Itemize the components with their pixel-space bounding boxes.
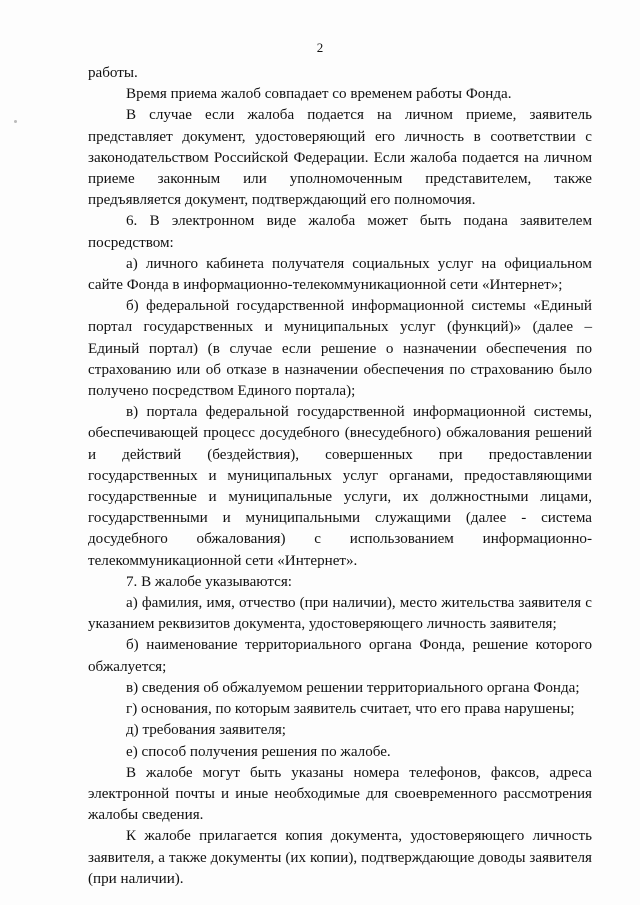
paragraph: б) федеральной государственной информационной системы «Единый портал государственных и муниципальных услуг (функций)» (далее – Единый портал) (в случае если решение о назначении обеспечения по страхованию или об отказе в назначении обеспечения по страхованию было получено посредством Единого портала); (88, 298, 592, 400)
paragraph: 6. В электронном виде жалоба может быть подана заявителем посредством: (88, 213, 592, 251)
paragraph: а) фамилия, имя, отчество (при наличии), место жительства заявителя с указанием реквизитов документа, удостоверяющего личность заявителя; (88, 595, 592, 633)
document-body (88, 63, 592, 890)
paragraph: работы. (88, 65, 138, 81)
paragraph: К жалобе прилагается копия документа, удостоверяющего личность заявителя, а также документы (их копии), подтверждающие доводы заявителя (при наличии). (88, 828, 592, 887)
paragraph: В случае если жалоба подается на личном приеме, заявитель представляет документ, удостоверяющий его личность в соответствии с законодательством Российской Федерации. Если жалоба подается на личном приеме законным или уполномоченным представителем, также предъявляется документ, подтверждающий его полномочия. (88, 107, 592, 209)
page-number: 2 (316, 40, 324, 55)
paragraph: е) способ получения решения по жалобе. (126, 743, 391, 760)
paragraph: 7. В жалобе указываются: (126, 573, 293, 590)
paragraph: б) наименование территориального органа Фонда, решение которого обжалуется; (88, 637, 592, 675)
paragraph: в) портала федеральной государственной информационной системы, обеспечивающей процесс досудебного (внесудебного) обжалования решений и действий (бездействия), совершенных при предоставлении государственных и муниципальных услуг органами, предоставляющими государственные и муниципальные услуги, их должностными лицами, государственными и муниципальными служащими (далее - система досудебного обжалования) с использованием информационно-телекоммуникационной сети «Интернет». (88, 404, 592, 569)
scan-mark (14, 120, 17, 123)
paragraph: г) основания, по которым заявитель считает, что его права нарушены; (126, 701, 575, 718)
paragraph: а) личного кабинета получателя социальных услуг на официальном сайте Фонда в информационно-телекоммуникационной сети «Интернет»; (88, 255, 592, 294)
paragraph: Время приема жалоб совпадает со временем работы Фонда. (126, 86, 512, 103)
paragraph: в) сведения об обжалуемом решении территориального органа Фонда; (126, 679, 580, 696)
paragraph: д) требования заявителя; (126, 722, 287, 739)
paragraph: В жалобе могут быть указаны номера телефонов, факсов, адреса электронной почты и иные необходимые для своевременного рассмотрения жалобы сведения. (88, 764, 592, 824)
